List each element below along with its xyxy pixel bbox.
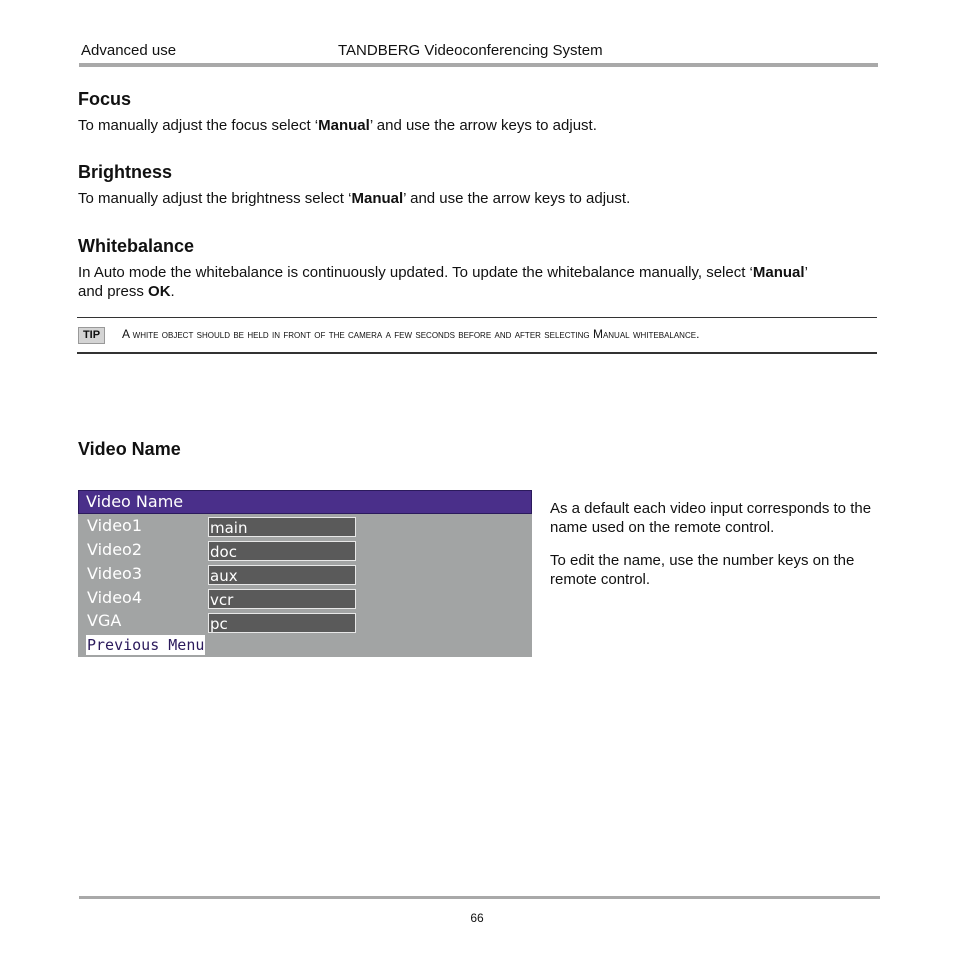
- footer-divider: [79, 896, 880, 899]
- video1-name-field[interactable]: main: [208, 517, 356, 537]
- header-document-title: TANDBERG Videoconferencing System: [338, 42, 603, 59]
- video3-name-field[interactable]: aux: [208, 565, 356, 585]
- menu-row-label-video1: Video1: [87, 516, 143, 535]
- menu-row-label-vga: VGA: [87, 611, 122, 630]
- video-name-edit-paragraph: To edit the name, use the number keys on the remote control.: [550, 552, 855, 588]
- video-name-menu: [78, 490, 532, 657]
- previous-menu-item[interactable]: Previous Menu: [87, 636, 205, 654]
- focus-heading: Focus: [78, 89, 132, 109]
- menu-row-label-video2: Video2: [87, 540, 143, 559]
- tip-text: A white object should be held in front of the camera a few seconds before and after selecting Manual whitebalance.: [122, 327, 700, 341]
- brightness-manual-keyword: Manual: [351, 190, 404, 207]
- menu-row-label-video3: Video3: [87, 564, 143, 583]
- tip-label: TIP: [78, 327, 105, 344]
- whitebalance-manual-keyword: Manual: [752, 264, 805, 281]
- video2-name-field[interactable]: doc: [208, 541, 356, 561]
- whitebalance-ok-keyword: OK: [148, 283, 171, 300]
- video-name-default-paragraph: As a default each video input corresponds to the name used on the remote control.: [550, 500, 872, 536]
- whitebalance-paragraph: In Auto mode the whitebalance is continuously updated. To update the whitebalance manually, select ‘Manual’ and press OK.: [78, 264, 808, 300]
- video4-name-field[interactable]: vcr: [208, 589, 356, 609]
- tip-box: [77, 317, 877, 354]
- brightness-heading: Brightness: [78, 162, 173, 182]
- focus-manual-keyword: Manual: [318, 117, 370, 134]
- focus-paragraph: To manually adjust the focus select ‘Manual’ and use the arrow keys to adjust.: [78, 117, 597, 134]
- whitebalance-heading: Whitebalance: [78, 236, 195, 256]
- menu-title: Video Name: [86, 492, 184, 511]
- vga-name-field[interactable]: pc: [208, 613, 356, 633]
- menu-title-bar: [78, 490, 532, 514]
- video-name-heading: Video Name: [78, 439, 181, 459]
- header-divider: [79, 63, 878, 67]
- brightness-paragraph: To manually adjust the brightness select ‘Manual’ and use the arrow keys to adjust.: [78, 190, 631, 207]
- menu-row-label-video4: Video4: [87, 588, 143, 607]
- header-section-label: Advanced use: [81, 42, 177, 59]
- page-number: 66: [470, 911, 484, 925]
